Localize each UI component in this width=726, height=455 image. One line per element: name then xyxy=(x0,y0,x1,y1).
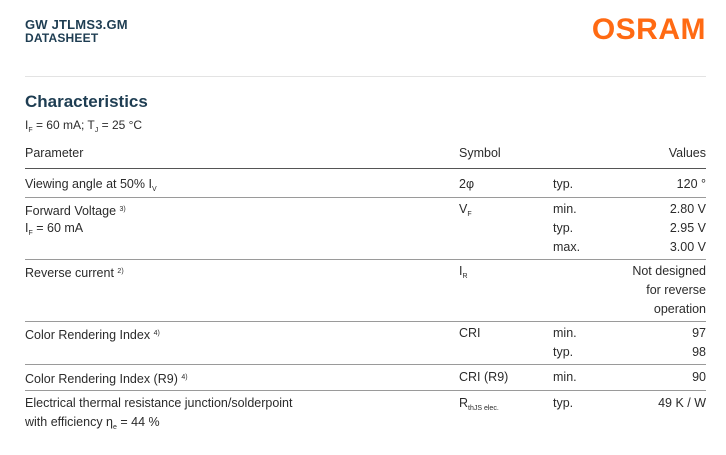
param-cell: Viewing angle at 50% $I_V$ xyxy=(25,177,157,193)
param-cell: Electrical thermal resistance junction/solderpoint xyxy=(25,396,293,410)
param-cell: Forward Voltage $^{3)}$ xyxy=(25,204,126,218)
value-cell: Not designed xyxy=(632,264,706,278)
symbol-cell: $V_F$ xyxy=(459,202,472,218)
symbol-cell: 2φ xyxy=(459,177,475,191)
param-cell: Color Rendering Index $^{4)}$ xyxy=(25,328,160,342)
value-cell: 120 ° xyxy=(676,177,706,191)
table-row xyxy=(25,394,706,434)
header-divider xyxy=(25,76,706,77)
table-row xyxy=(25,262,706,320)
qualifier-cell: typ. xyxy=(553,177,574,191)
header-values: Values xyxy=(668,146,706,160)
value-cell: for reverse xyxy=(646,283,706,297)
value-cell: 2.95 V xyxy=(669,221,706,235)
section-title: Characteristics xyxy=(25,92,148,111)
symbol-cell: CRI (R9) xyxy=(459,370,509,384)
value-cell: 90 xyxy=(692,370,706,384)
qualifier-cell: typ. xyxy=(553,396,574,410)
row-divider xyxy=(25,197,706,198)
table-row xyxy=(25,200,706,260)
value-cell: 2.80 V xyxy=(669,202,706,216)
osram-logo: OSRAM xyxy=(591,13,706,46)
product-name: GW JTLMS3.GM xyxy=(25,17,128,32)
symbol-cell: $R_{thJS elec.}$ xyxy=(459,396,499,412)
param-condition-cell: with efficiency $\eta_e = 44$ % xyxy=(25,415,160,431)
test-condition: $I_F = 60$ mA; $T_J = 25$ °C xyxy=(25,118,143,134)
param-condition-cell: $I_F = 60$ mA xyxy=(25,221,84,237)
value-cell: 49 K / W xyxy=(658,396,706,410)
qualifier-cell: max. xyxy=(553,240,581,254)
row-divider xyxy=(25,390,706,391)
table-divider xyxy=(25,168,706,169)
value-cell: 98 xyxy=(692,345,706,359)
row-divider xyxy=(25,259,706,260)
value-cell: 3.00 V xyxy=(669,240,706,254)
qualifier-cell: typ. xyxy=(553,345,574,359)
table-row xyxy=(25,368,706,388)
table-header-row xyxy=(25,144,706,164)
qualifier-cell: min. xyxy=(553,326,577,340)
document-type: DATASHEET xyxy=(25,31,99,45)
value-cell: operation xyxy=(653,302,706,316)
value-cell: 97 xyxy=(692,326,706,340)
row-divider xyxy=(25,321,706,322)
row-divider xyxy=(25,364,706,365)
qualifier-cell: min. xyxy=(553,202,577,216)
table-row xyxy=(25,175,706,195)
header-parameter: Parameter xyxy=(25,146,84,160)
qualifier-cell: min. xyxy=(553,370,577,384)
table-row xyxy=(25,324,706,364)
qualifier-cell: typ. xyxy=(553,221,574,235)
symbol-cell: CRI xyxy=(459,326,481,340)
symbol-cell: $I_R$ xyxy=(459,264,468,280)
param-cell: Reverse current $^{2)}$ xyxy=(25,266,124,280)
param-cell: Color Rendering Index (R9) $^{4)}$ xyxy=(25,372,188,386)
header-symbol: Symbol xyxy=(459,146,501,160)
